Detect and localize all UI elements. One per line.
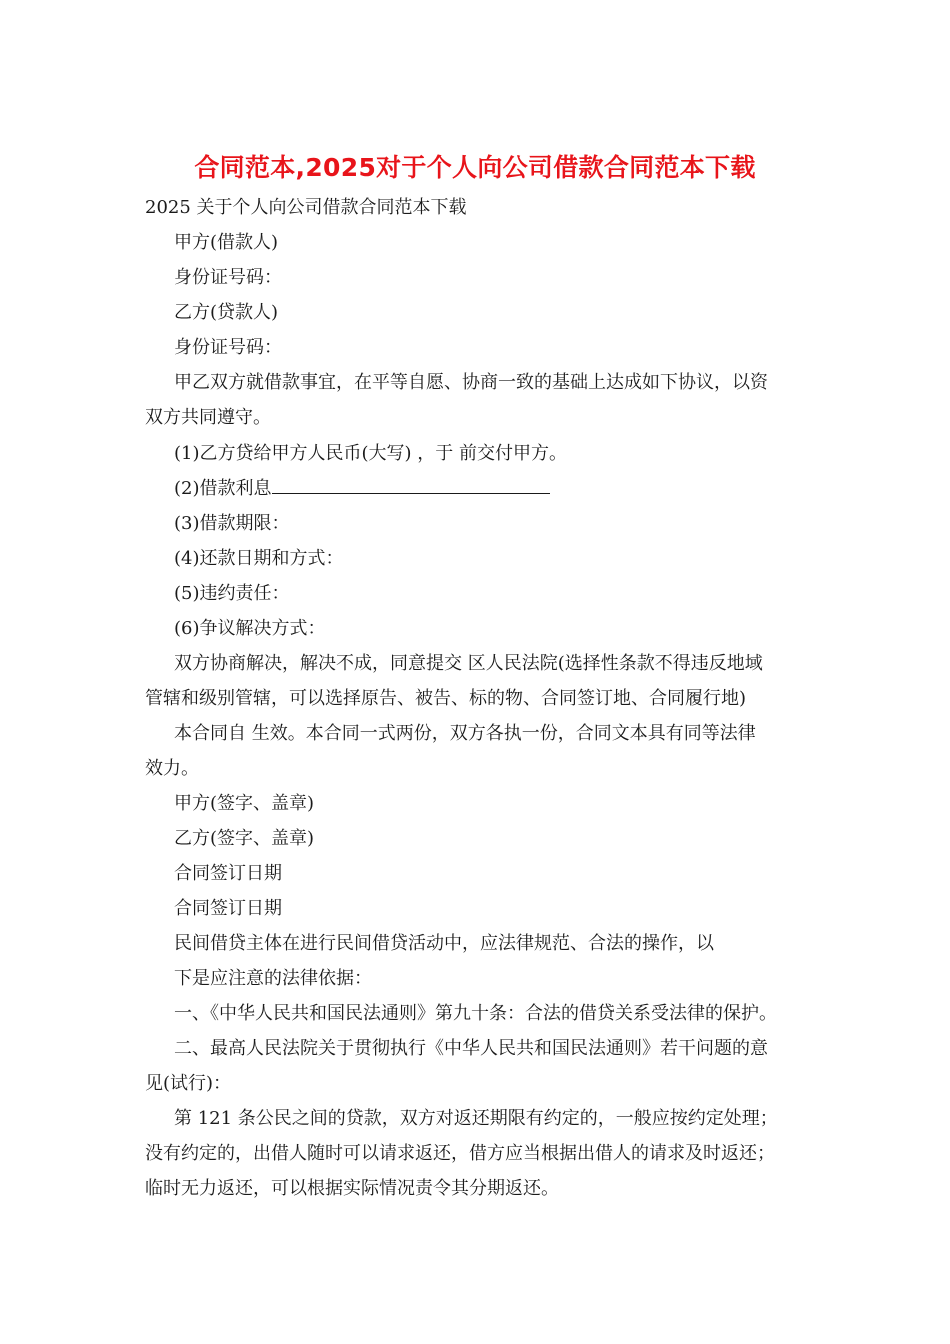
clause-2 [174,474,550,504]
effect-paragraph-line-2: 效力。 [145,758,199,779]
signing-date-1: 合同签订日期 [174,863,282,884]
article-121-line-2: 没有约定的，出借人随时可以请求返还，借方应当根据出借人的请求及时返还； [145,1143,775,1164]
party-b-label: 乙方(贷款人) [174,302,279,323]
party-a-id-label: 身份证号码： [174,267,282,288]
party-a-signature: 甲方(签字、盖章) [174,793,315,814]
law-2-line-2: 见(试行)： [145,1073,232,1094]
document-subtitle: 2025 关于个人向公司借款合同范本下载 [145,197,467,218]
clause-4: (4)还款日期和方式： [174,548,344,569]
intro-paragraph-line-1: 甲乙双方就借款事宜，在平等自愿、协商一致的基础上达成如下协议，以资 [174,372,768,393]
effect-paragraph-line-1: 本合同自 生效。本合同一式两份，双方各执一份，合同文本具有同等法律 [174,723,756,744]
dispute-paragraph-line-1: 双方协商解决，解决不成，同意提交 区人民法院(选择性条款不得违反地域 [174,653,763,674]
clause-2-label: (2)借款利息 [174,478,272,499]
law-1: 一、《中华人民共和国民法通则》第九十条：合法的借贷关系受法律的保护。 [174,1003,777,1024]
dispute-paragraph-line-2: 管辖和级别管辖，可以选择原告、被告、标的物、合同签订地、合同履行地) [145,688,747,709]
law-2-line-1: 二、最高人民法院关于贯彻执行《中华人民共和国民法通则》若干问题的意 [174,1038,768,1059]
party-b-id-label: 身份证号码： [174,337,282,358]
article-121-line-3: 临时无力返还，可以根据实际情况责令其分期返还。 [145,1178,559,1199]
clause-3: (3)借款期限： [174,513,290,534]
article-121-line-1: 第 121 条公民之间的贷款，双方对返还期限有约定的，一般应按约定处理； [174,1108,778,1129]
legal-intro-line-2: 下是应注意的法律依据： [174,968,372,989]
signing-date-2: 合同签订日期 [174,898,282,919]
clause-5: (5)违约责任： [174,583,290,604]
document-title: 合同范本,2025对于个人向公司借款合同范本下载 [194,153,756,182]
party-b-signature: 乙方(签字、盖章) [174,828,315,849]
clause-6: (6)争议解决方式： [174,618,326,639]
clause-1: (1)乙方贷给甲方人民币(大写) ，于 前交付甲方。 [174,443,567,464]
party-a-label: 甲方(借款人) [174,232,279,253]
intro-paragraph-line-2: 双方共同遵守。 [145,407,271,428]
legal-intro-line-1: 民间借贷主体在进行民间借贷活动中，应法律规范、合法的操作，以 [174,933,714,954]
interest-fill-in-blank [272,475,550,494]
